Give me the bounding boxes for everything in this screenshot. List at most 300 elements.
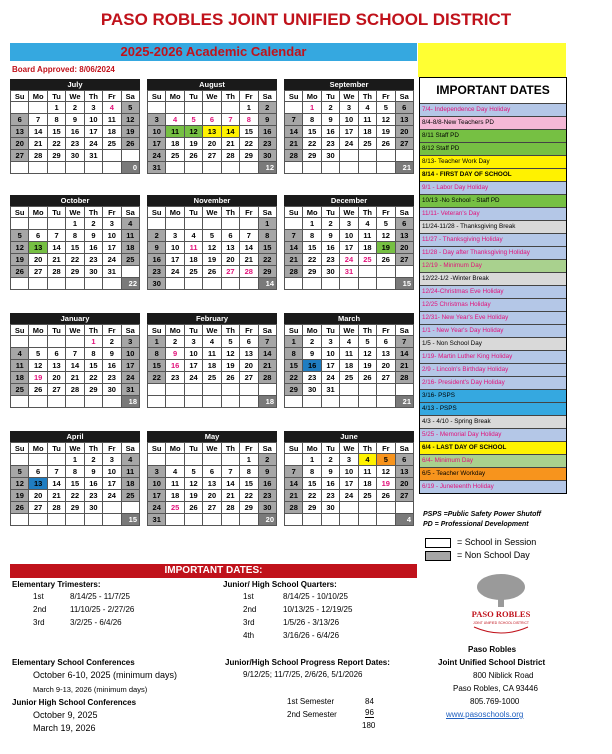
day-cell: 18: [11, 372, 29, 384]
board-approved-text: Board Approved: 8/06/2024: [12, 65, 115, 74]
empty-cell: [184, 102, 202, 114]
empty-cell: [47, 162, 65, 174]
day-cell: 21: [395, 360, 413, 372]
day-cell: 25: [340, 372, 358, 384]
day-cell: 8: [303, 230, 321, 242]
day-cell: 28: [285, 502, 303, 514]
day-cell: 13: [203, 126, 221, 138]
month-name: May: [147, 431, 277, 442]
day-cell: 27: [11, 150, 29, 162]
empty-cell: [184, 454, 202, 466]
day-cell: 14: [285, 242, 303, 254]
day-cell: 9: [66, 114, 84, 126]
day-cell: 17: [148, 490, 166, 502]
logo-subtext: JOINT UNIFIED SCHOOL DISTRICT: [473, 621, 529, 625]
day-cell: 1: [285, 336, 303, 348]
day-cell: 2: [258, 454, 276, 466]
day-cell: 4: [184, 230, 202, 242]
school-days-count: 20: [258, 514, 276, 526]
empty-cell: [203, 102, 221, 114]
empty-cell: [66, 514, 84, 526]
day-cell: 19: [358, 360, 376, 372]
day-cell: 17: [184, 360, 202, 372]
day-cell: 11: [121, 466, 139, 478]
day-cell: 4: [340, 336, 358, 348]
empty-cell: [358, 502, 376, 514]
day-cell: 20: [395, 242, 413, 254]
day-cell: 31: [148, 162, 166, 174]
day-cell: 11: [121, 230, 139, 242]
day-cell: 17: [103, 242, 121, 254]
day-cell: 12: [121, 114, 139, 126]
day-cell: 31: [321, 384, 339, 396]
empty-cell: [184, 384, 202, 396]
weekday-header: We: [66, 325, 84, 336]
empty-cell: [285, 218, 303, 230]
day-cell: 23: [103, 372, 121, 384]
weekday-header: Tu: [47, 443, 65, 454]
weekday-header: Sa: [395, 207, 413, 218]
day-cell: 2: [148, 230, 166, 242]
day-cell: 2: [103, 336, 121, 348]
day-cell: 30: [258, 502, 276, 514]
day-cell: 31: [340, 266, 358, 278]
day-cell: 26: [29, 384, 47, 396]
weekday-header: We: [203, 325, 221, 336]
weekday-header: We: [203, 207, 221, 218]
day-cell: 10: [121, 348, 139, 360]
month-name: April: [10, 431, 140, 442]
day-cell: 6: [203, 114, 221, 126]
day-cell: 4: [11, 348, 29, 360]
empty-cell: [358, 150, 376, 162]
day-cell: 25: [121, 254, 139, 266]
empty-cell: [11, 218, 29, 230]
empty-cell: [340, 162, 358, 174]
day-cell: 16: [84, 242, 102, 254]
jh-q-2-dates: 10/13/25 - 12/19/25: [283, 605, 353, 614]
day-cell: 9: [84, 466, 102, 478]
day-cell: 24: [340, 490, 358, 502]
day-cell: 24: [148, 150, 166, 162]
day-cell: 22: [66, 254, 84, 266]
weekday-header: Su: [11, 325, 29, 336]
weekday-header: Mo: [166, 443, 184, 454]
month-january: [10, 313, 140, 408]
weekday-header: Sa: [121, 91, 139, 102]
day-cell: 30: [321, 150, 339, 162]
day-cell: 15: [258, 242, 276, 254]
day-cell: 3: [103, 218, 121, 230]
weekday-header: Fr: [103, 91, 121, 102]
empty-cell: [84, 396, 102, 408]
day-cell: 6: [29, 466, 47, 478]
empty-cell: [148, 102, 166, 114]
school-days-count: 18: [258, 396, 276, 408]
day-cell: 25: [11, 384, 29, 396]
day-cell: 7: [47, 466, 65, 478]
empty-cell: [29, 102, 47, 114]
elem-tri-1-label: 1st: [33, 592, 44, 601]
day-cell: 6: [221, 230, 239, 242]
day-cell: 19: [184, 490, 202, 502]
day-cell: 26: [121, 138, 139, 150]
day-cell: 15: [66, 478, 84, 490]
weekday-header: Fr: [240, 207, 258, 218]
day-cell: 22: [303, 490, 321, 502]
empty-cell: [203, 218, 221, 230]
day-cell: 26: [221, 372, 239, 384]
day-cell: 6: [203, 466, 221, 478]
day-cell: 3: [340, 102, 358, 114]
day-cell: 21: [285, 254, 303, 266]
day-cell: 24: [340, 138, 358, 150]
day-cell: 23: [66, 138, 84, 150]
empty-cell: [66, 162, 84, 174]
day-cell: 29: [47, 150, 65, 162]
empty-cell: [148, 396, 166, 408]
empty-cell: [84, 278, 102, 290]
day-cell: 28: [47, 266, 65, 278]
day-cell: 12: [11, 478, 29, 490]
empty-cell: [340, 514, 358, 526]
day-cell: 14: [29, 126, 47, 138]
legend-psps: PSPS =Public Safety Power Shutoff: [423, 511, 541, 518]
empty-cell: [395, 384, 413, 396]
day-cell: 7: [395, 336, 413, 348]
weekday-header: Mo: [166, 207, 184, 218]
day-cell: 1: [47, 102, 65, 114]
day-cell: 7: [285, 466, 303, 478]
empty-cell: [103, 162, 121, 174]
day-cell: 23: [258, 490, 276, 502]
weekday-header: Sa: [258, 443, 276, 454]
day-cell: 3: [121, 336, 139, 348]
day-cell: 23: [84, 490, 102, 502]
day-cell: 1: [303, 218, 321, 230]
elem-trimesters-title: Elementary Trimesters:: [12, 580, 101, 589]
day-cell: 20: [240, 360, 258, 372]
day-cell: 8: [66, 230, 84, 242]
day-cell: 8: [285, 348, 303, 360]
day-cell: 4: [358, 102, 376, 114]
empty-cell: [340, 396, 358, 408]
day-cell: 1: [258, 218, 276, 230]
day-cell: 10: [321, 348, 339, 360]
day-cell: 15: [148, 360, 166, 372]
empty-cell: [47, 514, 65, 526]
day-cell: 7: [285, 114, 303, 126]
day-cell: 26: [184, 150, 202, 162]
day-cell: 3: [340, 454, 358, 466]
legend-in-session-label: = School in Session: [457, 537, 537, 547]
day-cell: 22: [66, 490, 84, 502]
empty-cell: [29, 514, 47, 526]
day-cell: 16: [148, 254, 166, 266]
empty-cell: [221, 514, 239, 526]
weekday-header: Th: [221, 443, 239, 454]
elem-tri-3-label: 3rd: [33, 618, 45, 627]
day-cell: 6: [395, 218, 413, 230]
empty-cell: [258, 384, 276, 396]
day-cell: 18: [358, 126, 376, 138]
day-cell: 2: [303, 336, 321, 348]
day-cell: 14: [258, 348, 276, 360]
day-cell: 11: [358, 114, 376, 126]
day-cell: 25: [166, 502, 184, 514]
empty-cell: [184, 396, 202, 408]
day-cell: 8: [148, 348, 166, 360]
day-cell: 14: [285, 478, 303, 490]
day-cell: 20: [203, 490, 221, 502]
empty-cell: [221, 396, 239, 408]
empty-cell: [303, 162, 321, 174]
day-cell: 20: [395, 126, 413, 138]
day-cell: 20: [203, 138, 221, 150]
weekday-header: Su: [148, 91, 166, 102]
day-cell: 12: [11, 242, 29, 254]
day-cell: 17: [166, 254, 184, 266]
day-cell: 12: [358, 348, 376, 360]
day-cell: 18: [121, 242, 139, 254]
day-cell: 27: [47, 384, 65, 396]
legend-swatch-white: [425, 538, 451, 548]
day-cell: 19: [203, 254, 221, 266]
important-date-item: 10/13 -No School - Staff PD: [420, 194, 566, 207]
month-march: [284, 313, 414, 408]
day-cell: 3: [148, 466, 166, 478]
school-days-count: 4: [395, 514, 413, 526]
empty-cell: [358, 278, 376, 290]
day-cell: 28: [221, 150, 239, 162]
day-cell: 30: [321, 266, 339, 278]
day-cell: 25: [358, 490, 376, 502]
important-date-item: 11/28 - Day after Thanksgiving Holiday: [420, 246, 566, 259]
month-may: [147, 431, 277, 526]
day-cell: 8: [303, 114, 321, 126]
important-date-item: 8/4-8/8-New Teachers PD: [420, 116, 566, 129]
day-cell: 26: [377, 138, 395, 150]
empty-cell: [121, 502, 139, 514]
empty-cell: [103, 150, 121, 162]
day-cell: 19: [377, 126, 395, 138]
empty-cell: [11, 454, 29, 466]
important-date-item: 12/24-Christmas Eve Holiday: [420, 285, 566, 298]
jh-progress-dates: 9/12/25; 11/7/25, 2/6/26, 5/1/2026: [243, 670, 363, 679]
important-date-item: 8/14 - FIRST DAY OF SCHOOL: [420, 168, 566, 181]
month-name: September: [284, 79, 414, 90]
weekday-header: Mo: [166, 91, 184, 102]
month-name: July: [10, 79, 140, 90]
important-dates-panel: [419, 77, 567, 494]
day-cell: 17: [321, 360, 339, 372]
empty-cell: [395, 266, 413, 278]
day-cell: 13: [221, 242, 239, 254]
empty-cell: [203, 454, 221, 466]
weekday-header: Fr: [377, 91, 395, 102]
day-cell: 26: [377, 254, 395, 266]
day-cell: 4: [166, 466, 184, 478]
semester-1-label: 1st Semester: [287, 697, 335, 706]
elem-conf-2: March 9-13, 2026 (minimum days): [33, 685, 148, 694]
weekday-header: Fr: [240, 443, 258, 454]
calendar-year-bar: 2025-2026 Academic Calendar: [10, 43, 417, 61]
day-cell: 11: [340, 348, 358, 360]
weekday-header: Sa: [258, 91, 276, 102]
day-cell: 10: [184, 348, 202, 360]
day-cell: 14: [221, 126, 239, 138]
day-cell: 3: [340, 218, 358, 230]
month-june: [284, 431, 414, 526]
day-cell: 5: [184, 114, 202, 126]
weekday-header: We: [203, 443, 221, 454]
day-cell: 22: [47, 138, 65, 150]
month-august: [147, 79, 277, 174]
important-date-item: 12/25 Christmas Holiday: [420, 298, 566, 311]
day-cell: 24: [340, 254, 358, 266]
address-street: 800 Niblick Road: [473, 671, 534, 680]
day-cell: 19: [29, 372, 47, 384]
empty-cell: [184, 218, 202, 230]
empty-cell: [240, 384, 258, 396]
day-cell: 11: [358, 466, 376, 478]
empty-cell: [240, 396, 258, 408]
day-cell: 12: [184, 478, 202, 490]
month-name: October: [10, 195, 140, 206]
day-cell: 1: [240, 102, 258, 114]
day-cell: 27: [395, 138, 413, 150]
district-website-link[interactable]: www.pasoschools.org: [446, 710, 524, 719]
day-cell: 14: [221, 478, 239, 490]
day-cell: 30: [148, 278, 166, 290]
day-cell: 22: [240, 138, 258, 150]
school-days-count: 14: [258, 278, 276, 290]
day-cell: 4: [121, 218, 139, 230]
jh-q-3-label: 3rd: [243, 618, 255, 627]
address-city: Paso Robles, CA 93446: [453, 684, 538, 693]
weekday-header: Tu: [321, 443, 339, 454]
weekday-header: Tu: [184, 91, 202, 102]
school-days-count: 0: [121, 162, 139, 174]
day-cell: 27: [377, 372, 395, 384]
day-cell: 27: [29, 266, 47, 278]
day-cell: 11: [203, 348, 221, 360]
empty-cell: [203, 162, 221, 174]
day-cell: 9: [166, 348, 184, 360]
important-date-item: 6/19 - Juneteenth Holiday: [420, 480, 566, 493]
school-days-count: 21: [395, 396, 413, 408]
elem-tri-1-dates: 8/14/25 - 11/7/25: [70, 592, 130, 601]
empty-cell: [303, 514, 321, 526]
day-cell: 8: [84, 348, 102, 360]
day-cell: 1: [303, 454, 321, 466]
jh-conf-title: Junior High School Conferences: [12, 698, 137, 707]
day-cell: 4: [121, 454, 139, 466]
empty-cell: [358, 396, 376, 408]
day-cell: 24: [103, 490, 121, 502]
empty-cell: [47, 336, 65, 348]
day-cell: 28: [285, 150, 303, 162]
day-cell: 6: [47, 348, 65, 360]
empty-cell: [285, 278, 303, 290]
important-date-item: 4/13 - PSPS: [420, 402, 566, 415]
district-logo: [466, 569, 536, 639]
empty-cell: [358, 384, 376, 396]
semester-1-days: 84: [365, 697, 374, 706]
weekday-header: Mo: [29, 207, 47, 218]
day-cell: 9: [303, 348, 321, 360]
day-cell: 13: [47, 360, 65, 372]
semester-2-days: 96: [365, 708, 374, 717]
empty-cell: [166, 102, 184, 114]
elem-tri-3-dates: 3/2/25 - 6/4/26: [70, 618, 122, 627]
day-cell: 25: [103, 138, 121, 150]
weekday-header: Th: [221, 207, 239, 218]
day-cell: 17: [340, 126, 358, 138]
day-cell: 28: [395, 372, 413, 384]
day-cell: 4: [358, 218, 376, 230]
day-cell: 16: [321, 478, 339, 490]
day-cell: 1: [66, 454, 84, 466]
empty-cell: [240, 218, 258, 230]
empty-cell: [321, 396, 339, 408]
important-date-item: 6/5 - Teacher Workday: [420, 467, 566, 480]
day-cell: 14: [395, 348, 413, 360]
weekday-header: We: [66, 443, 84, 454]
empty-cell: [11, 162, 29, 174]
day-cell: 6: [377, 336, 395, 348]
elem-conf-1: October 6-10, 2025 (minimum days): [33, 670, 178, 680]
important-date-item: 12/22-1/2 -Winter Break: [420, 272, 566, 285]
day-cell: 13: [395, 114, 413, 126]
day-cell: 30: [66, 150, 84, 162]
day-cell: 9: [321, 230, 339, 242]
day-cell: 20: [221, 254, 239, 266]
important-date-item: 12/31- New Year's Eve Holiday: [420, 311, 566, 324]
month-july: [10, 79, 140, 174]
day-cell: 5: [29, 348, 47, 360]
day-cell: 12: [377, 466, 395, 478]
day-cell: 31: [84, 150, 102, 162]
day-cell: 24: [84, 138, 102, 150]
day-cell: 13: [395, 230, 413, 242]
empty-cell: [84, 514, 102, 526]
weekday-header: Tu: [321, 207, 339, 218]
empty-cell: [221, 162, 239, 174]
day-cell: 26: [11, 502, 29, 514]
important-date-item: 6/4- Minimum Day: [420, 454, 566, 467]
day-cell: 27: [29, 502, 47, 514]
weekday-header: Tu: [184, 325, 202, 336]
day-cell: 14: [285, 126, 303, 138]
important-date-item: 4/3 - 4/10 - Spring Break: [420, 415, 566, 428]
day-cell: 27: [203, 150, 221, 162]
weekday-header: Sa: [121, 207, 139, 218]
empty-cell: [358, 266, 376, 278]
day-cell: 15: [240, 126, 258, 138]
jh-conf-1: October 9, 2025: [33, 710, 98, 720]
day-cell: 10: [340, 230, 358, 242]
empty-cell: [166, 162, 184, 174]
empty-cell: [29, 396, 47, 408]
empty-cell: [47, 454, 65, 466]
day-cell: 18: [103, 126, 121, 138]
day-cell: 1: [303, 102, 321, 114]
day-cell: 12: [203, 242, 221, 254]
empty-cell: [148, 384, 166, 396]
day-cell: 26: [377, 490, 395, 502]
district-title: PASO ROBLES JOINT UNIFIED SCHOOL DISTRICT: [100, 10, 512, 29]
